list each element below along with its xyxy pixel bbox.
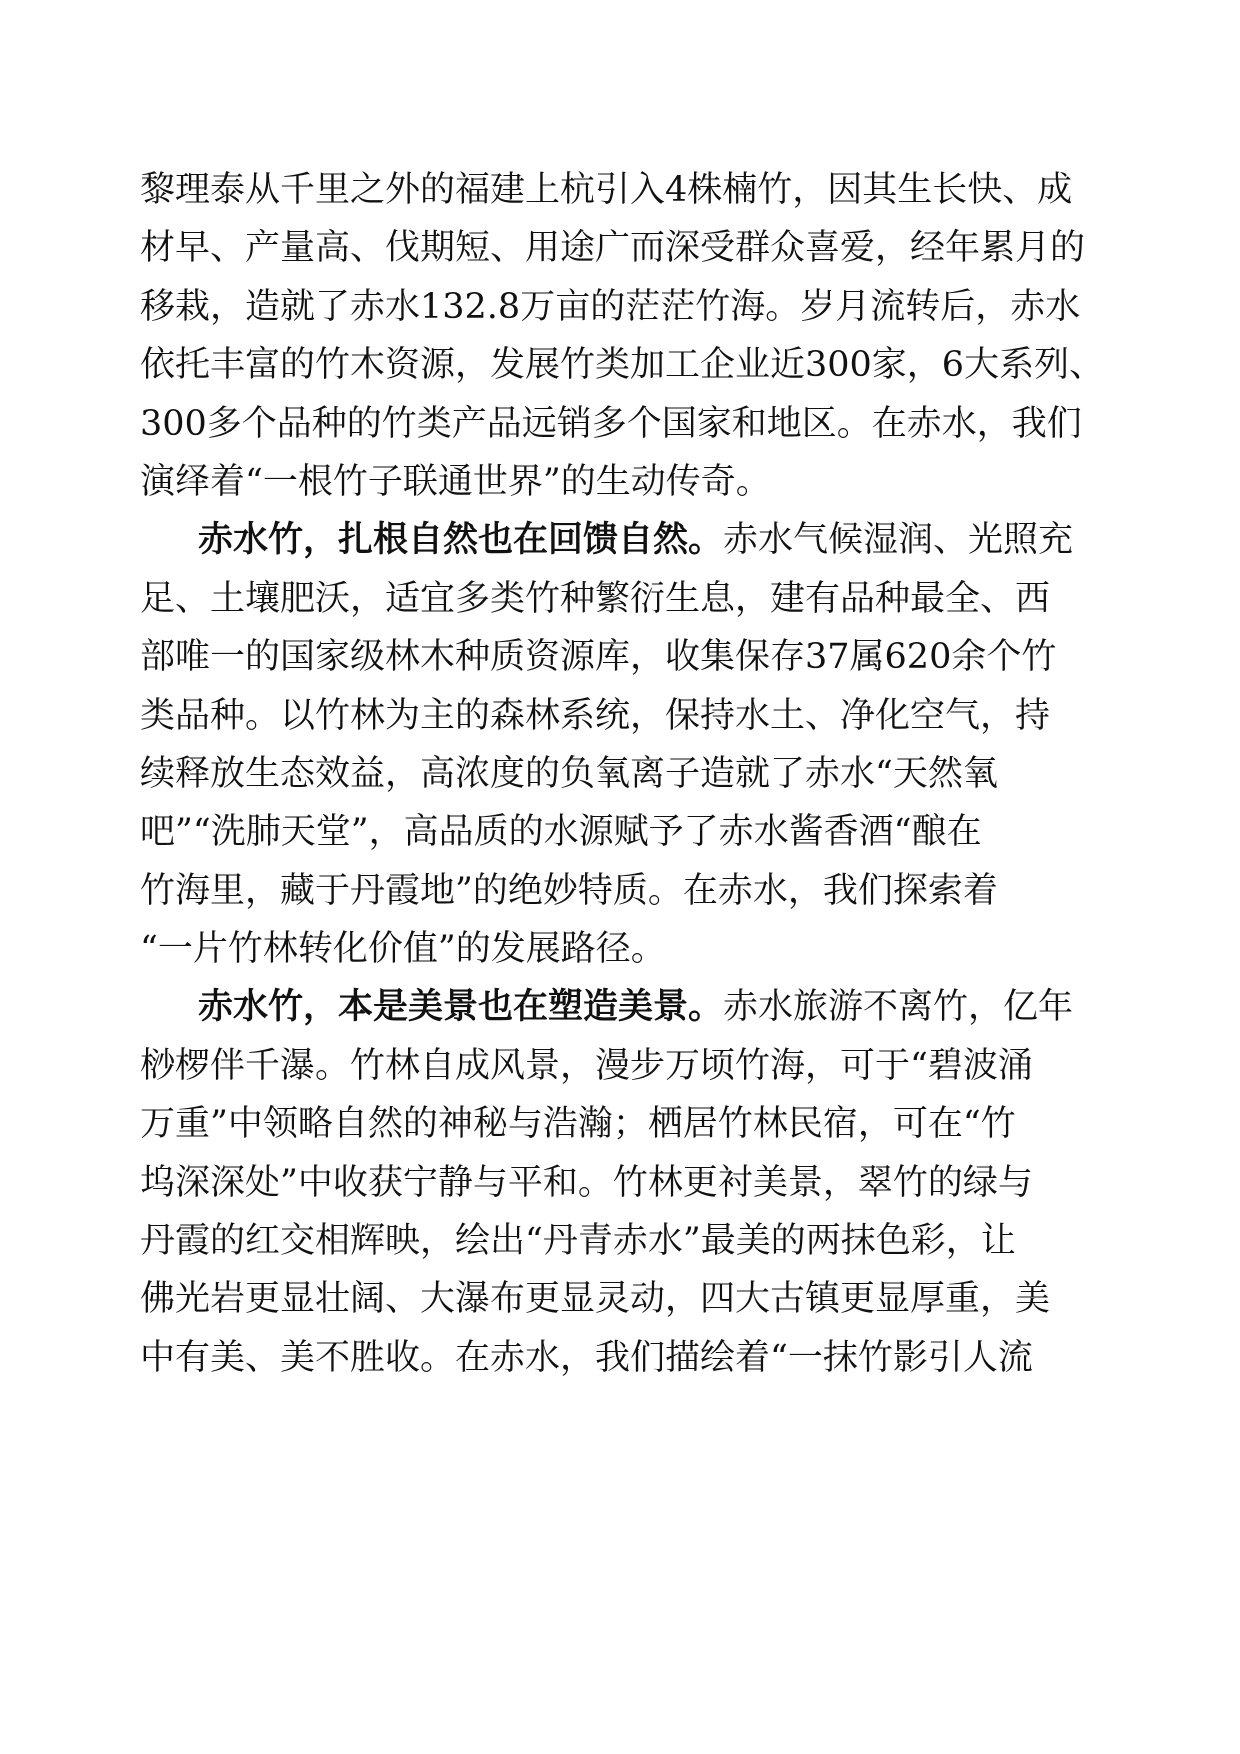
paragraph-1 [140, 161, 1105, 511]
text-line: 演绎着“一根竹子联通世界”的生动传奇。 [140, 461, 771, 502]
paragraph-heading: 赤水竹，扎根自然也在回馈自然。 [198, 519, 724, 561]
text-line: 坞深深处”中收获宁静与平和。竹林更衬美景，翠竹的绿与 [140, 1162, 1033, 1203]
text-run: 赤水旅游不离竹，亿年 [723, 987, 1074, 1028]
text-line: 万重”中领略自然的神秘与浩瀚；栖居竹林民宿，可在“竹 [140, 1104, 1016, 1145]
text-line: 丹霞的红交相辉映，绘出“丹青赤水”最美的两抹色彩，让 [140, 1221, 1016, 1262]
text-line [140, 511, 1074, 569]
text-line: 佛光岩更显壮阔、大瀑布更显灵动，四大古镇更显厚重，美 [140, 1279, 1051, 1320]
text-line: 依托丰富的竹木资源，发展竹类加工企业近300家，6大系列、 [140, 345, 1105, 386]
paragraph-heading: 赤水竹，本是美景也在塑造美景。 [198, 986, 724, 1028]
text-line: 中有美、美不胜收。在赤水，我们描绘着“一抹竹影引人流 [140, 1337, 1033, 1378]
text-run: 赤水气候湿润、光照充 [723, 520, 1074, 561]
text-line: 黎理泰从千里之外的福建上杭引入4株楠竹，因其生长快、成 [140, 170, 1073, 210]
text-line: 桫椤伴千瀑。竹林自成风景，漫步万顷竹海，可于“碧波涌 [140, 1045, 1033, 1086]
paragraph-3 [140, 978, 1074, 1387]
text-line: 类品种。以竹林为主的森林系统，保持水土、净化空气，持 [140, 695, 1051, 736]
text-line: 部唯一的国家级林木种质资源库，收集保存37属620余个竹 [140, 637, 1057, 678]
text-line: 竹海里，藏于丹霞地”的绝妙特质。在赤水，我们探索着 [140, 870, 998, 911]
text-line: 移栽，造就了赤水132.8万亩的茫茫竹海。岁月流转后，赤水 [140, 286, 1081, 327]
text-line: 吧”“洗肺天堂”，高品质的水源赋予了赤水酱香酒“酿在 [140, 812, 982, 853]
paragraph-2 [140, 511, 1074, 978]
text-line: 材早、产量高、伐期短、用途广而深受群众喜爱，经年累月的 [140, 228, 1086, 269]
document-body [140, 161, 1105, 1387]
text-line: “一片竹林转化价值”的发展路径。 [140, 929, 666, 970]
text-line: 300多个品种的竹类产品远销多个国家和地区。在赤水，我们 [140, 403, 1082, 444]
text-line: 续释放生态效益，高浓度的负氧离子造就了赤水“天然氧 [140, 753, 998, 794]
text-line: 足、土壤肥沃，适宜多类竹种繁衍生息，建有品种最全、西 [140, 578, 1051, 619]
text-line [140, 978, 1074, 1036]
